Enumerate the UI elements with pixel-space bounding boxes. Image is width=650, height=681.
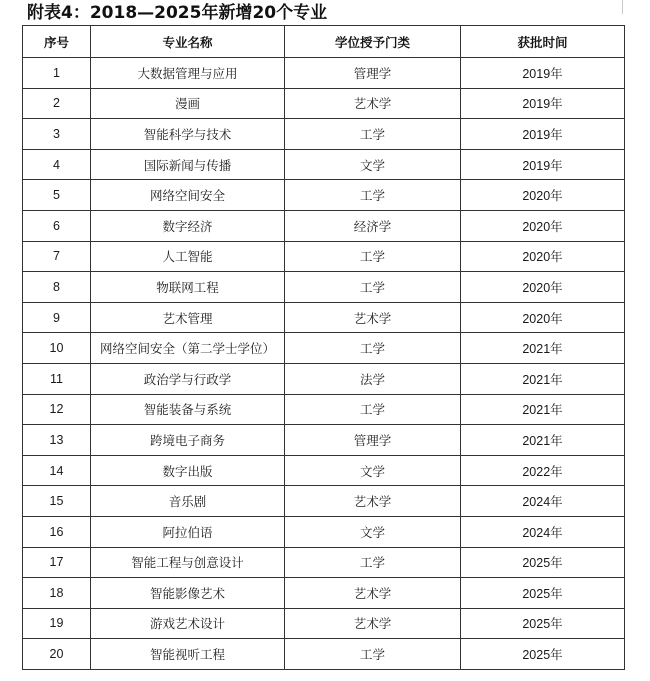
degree-category: 文学 — [285, 149, 461, 180]
row-index: 17 — [23, 547, 91, 578]
degree-category: 文学 — [285, 455, 461, 486]
degree-category: 工学 — [285, 119, 461, 150]
major-name: 智能装备与系统 — [91, 394, 285, 425]
row-index: 16 — [23, 516, 91, 547]
row-index: 12 — [23, 394, 91, 425]
degree-category: 艺术学 — [285, 486, 461, 517]
header-degree-category: 学位授予门类 — [285, 26, 461, 58]
major-name: 网络空间安全 — [91, 180, 285, 211]
major-name: 智能科学与技术 — [91, 119, 285, 150]
row-index: 13 — [23, 425, 91, 456]
table-row — [23, 639, 625, 670]
approval-year: 2019年 — [461, 119, 625, 150]
approval-year: 2021年 — [461, 333, 625, 364]
major-name: 国际新闻与传播 — [91, 149, 285, 180]
approval-year: 2020年 — [461, 272, 625, 303]
approval-year: 2019年 — [461, 88, 625, 119]
approval-year: 2024年 — [461, 486, 625, 517]
degree-category: 工学 — [285, 333, 461, 364]
table-row — [23, 547, 625, 578]
approval-year: 2025年 — [461, 608, 625, 639]
table-row — [23, 455, 625, 486]
major-name: 智能影像艺术 — [91, 578, 285, 609]
degree-category: 文学 — [285, 516, 461, 547]
major-name: 数字经济 — [91, 210, 285, 241]
approval-year: 2025年 — [461, 639, 625, 670]
degree-category: 工学 — [285, 180, 461, 211]
major-name: 艺术管理 — [91, 302, 285, 333]
row-index: 6 — [23, 210, 91, 241]
major-name: 游戏艺术设计 — [91, 608, 285, 639]
major-name: 大数据管理与应用 — [91, 58, 285, 89]
row-index: 14 — [23, 455, 91, 486]
table-row — [23, 119, 625, 150]
approval-year: 2020年 — [461, 210, 625, 241]
major-name: 智能工程与创意设计 — [91, 547, 285, 578]
major-name: 阿拉伯语 — [91, 516, 285, 547]
table-row — [23, 363, 625, 394]
table-row — [23, 425, 625, 456]
degree-category: 艺术学 — [285, 608, 461, 639]
table-row — [23, 180, 625, 211]
row-index: 19 — [23, 608, 91, 639]
approval-year: 2025年 — [461, 578, 625, 609]
approval-year: 2021年 — [461, 425, 625, 456]
approval-year: 2020年 — [461, 241, 625, 272]
table-row — [23, 394, 625, 425]
table-row — [23, 241, 625, 272]
header-approval-time: 获批时间 — [461, 26, 625, 58]
table-row — [23, 58, 625, 89]
degree-category: 工学 — [285, 639, 461, 670]
approval-year: 2024年 — [461, 516, 625, 547]
degree-category: 经济学 — [285, 210, 461, 241]
table-row — [23, 88, 625, 119]
row-index: 10 — [23, 333, 91, 364]
row-index: 1 — [23, 58, 91, 89]
row-index: 20 — [23, 639, 91, 670]
degree-category: 艺术学 — [285, 578, 461, 609]
row-index: 18 — [23, 578, 91, 609]
page-edge-line — [622, 0, 623, 14]
row-index: 4 — [23, 149, 91, 180]
row-index: 7 — [23, 241, 91, 272]
degree-category: 工学 — [285, 394, 461, 425]
table-row — [23, 333, 625, 364]
table-row — [23, 608, 625, 639]
approval-year: 2025年 — [461, 547, 625, 578]
major-name: 人工智能 — [91, 241, 285, 272]
degree-category: 工学 — [285, 241, 461, 272]
major-name: 网络空间安全（第二学士学位） — [91, 333, 285, 364]
approval-year: 2021年 — [461, 363, 625, 394]
row-index: 9 — [23, 302, 91, 333]
degree-category: 管理学 — [285, 58, 461, 89]
major-name: 智能视听工程 — [91, 639, 285, 670]
row-index: 5 — [23, 180, 91, 211]
major-name: 政治学与行政学 — [91, 363, 285, 394]
table-row — [23, 149, 625, 180]
table-row — [23, 578, 625, 609]
approval-year: 2021年 — [461, 394, 625, 425]
page-title: 附表4：2018—2025年新增20个专业 — [27, 3, 328, 23]
degree-category: 艺术学 — [285, 302, 461, 333]
table-row — [23, 302, 625, 333]
table-row — [23, 486, 625, 517]
approval-year: 2020年 — [461, 180, 625, 211]
row-index: 15 — [23, 486, 91, 517]
major-name: 漫画 — [91, 88, 285, 119]
major-name: 音乐剧 — [91, 486, 285, 517]
table-row — [23, 516, 625, 547]
header-major-name: 专业名称 — [91, 26, 285, 58]
degree-category: 法学 — [285, 363, 461, 394]
majors-table — [22, 25, 625, 670]
approval-year: 2019年 — [461, 58, 625, 89]
table-row — [23, 272, 625, 303]
degree-category: 工学 — [285, 272, 461, 303]
row-index: 2 — [23, 88, 91, 119]
table-body — [23, 58, 625, 670]
row-index: 3 — [23, 119, 91, 150]
table-header-row — [23, 26, 625, 58]
approval-year: 2020年 — [461, 302, 625, 333]
degree-category: 管理学 — [285, 425, 461, 456]
row-index: 8 — [23, 272, 91, 303]
approval-year: 2019年 — [461, 149, 625, 180]
degree-category: 工学 — [285, 547, 461, 578]
degree-category: 艺术学 — [285, 88, 461, 119]
table-row — [23, 210, 625, 241]
header-index: 序号 — [23, 26, 91, 58]
major-name: 数字出版 — [91, 455, 285, 486]
row-index: 11 — [23, 363, 91, 394]
approval-year: 2022年 — [461, 455, 625, 486]
major-name: 跨境电子商务 — [91, 425, 285, 456]
major-name: 物联网工程 — [91, 272, 285, 303]
